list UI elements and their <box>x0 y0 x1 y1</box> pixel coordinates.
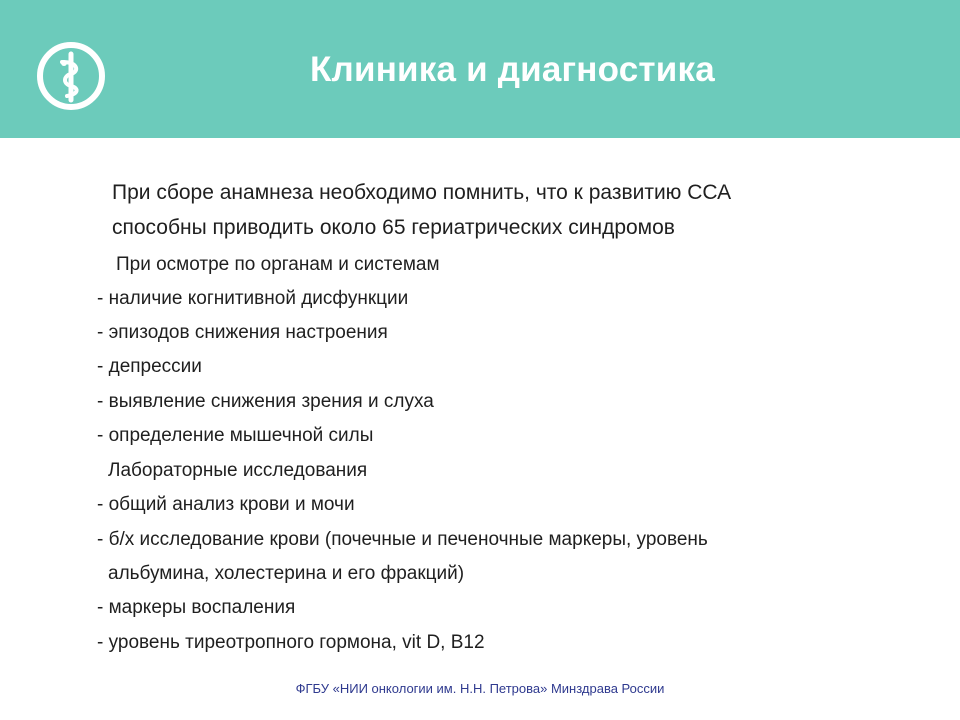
list-item: - наличие когнитивной дисфункции <box>97 288 409 309</box>
section-heading-exam: При осмотре по органам и системам <box>116 254 440 275</box>
list-item: - маркеры воспаления <box>97 597 296 618</box>
list-item: - общий анализ крови и мочи <box>97 494 355 515</box>
list-item: - уровень тиреотропного гормона, vit D, B12 <box>97 632 485 653</box>
list-item: - выявление снижения зрения и слуха <box>97 391 434 412</box>
section-heading-lab: Лабораторные исследования <box>108 460 368 481</box>
header-bar <box>0 0 960 138</box>
list-item: - определение мышечной силы <box>97 425 374 446</box>
list-item-continuation: альбумина, холестерина и его фракций) <box>108 563 465 584</box>
list-item: - б/х исследование крови (почечные и печеночные маркеры, уровень <box>97 529 708 550</box>
list-item: - депрессии <box>97 356 202 377</box>
rod-of-asclepius-icon <box>35 40 107 112</box>
intro-line-2: способны приводить около 65 гериатрических синдромов <box>112 216 675 239</box>
footer-institution: ФГБУ «НИИ онкологии им. Н.Н. Петрова» Минздрава России <box>295 681 665 696</box>
intro-line-1: При сборе анамнеза необходимо помнить, что к развитию ССА <box>112 181 732 204</box>
list-item: - эпизодов снижения настроения <box>97 322 388 343</box>
page-title: Клиника и диагностика <box>310 50 715 89</box>
